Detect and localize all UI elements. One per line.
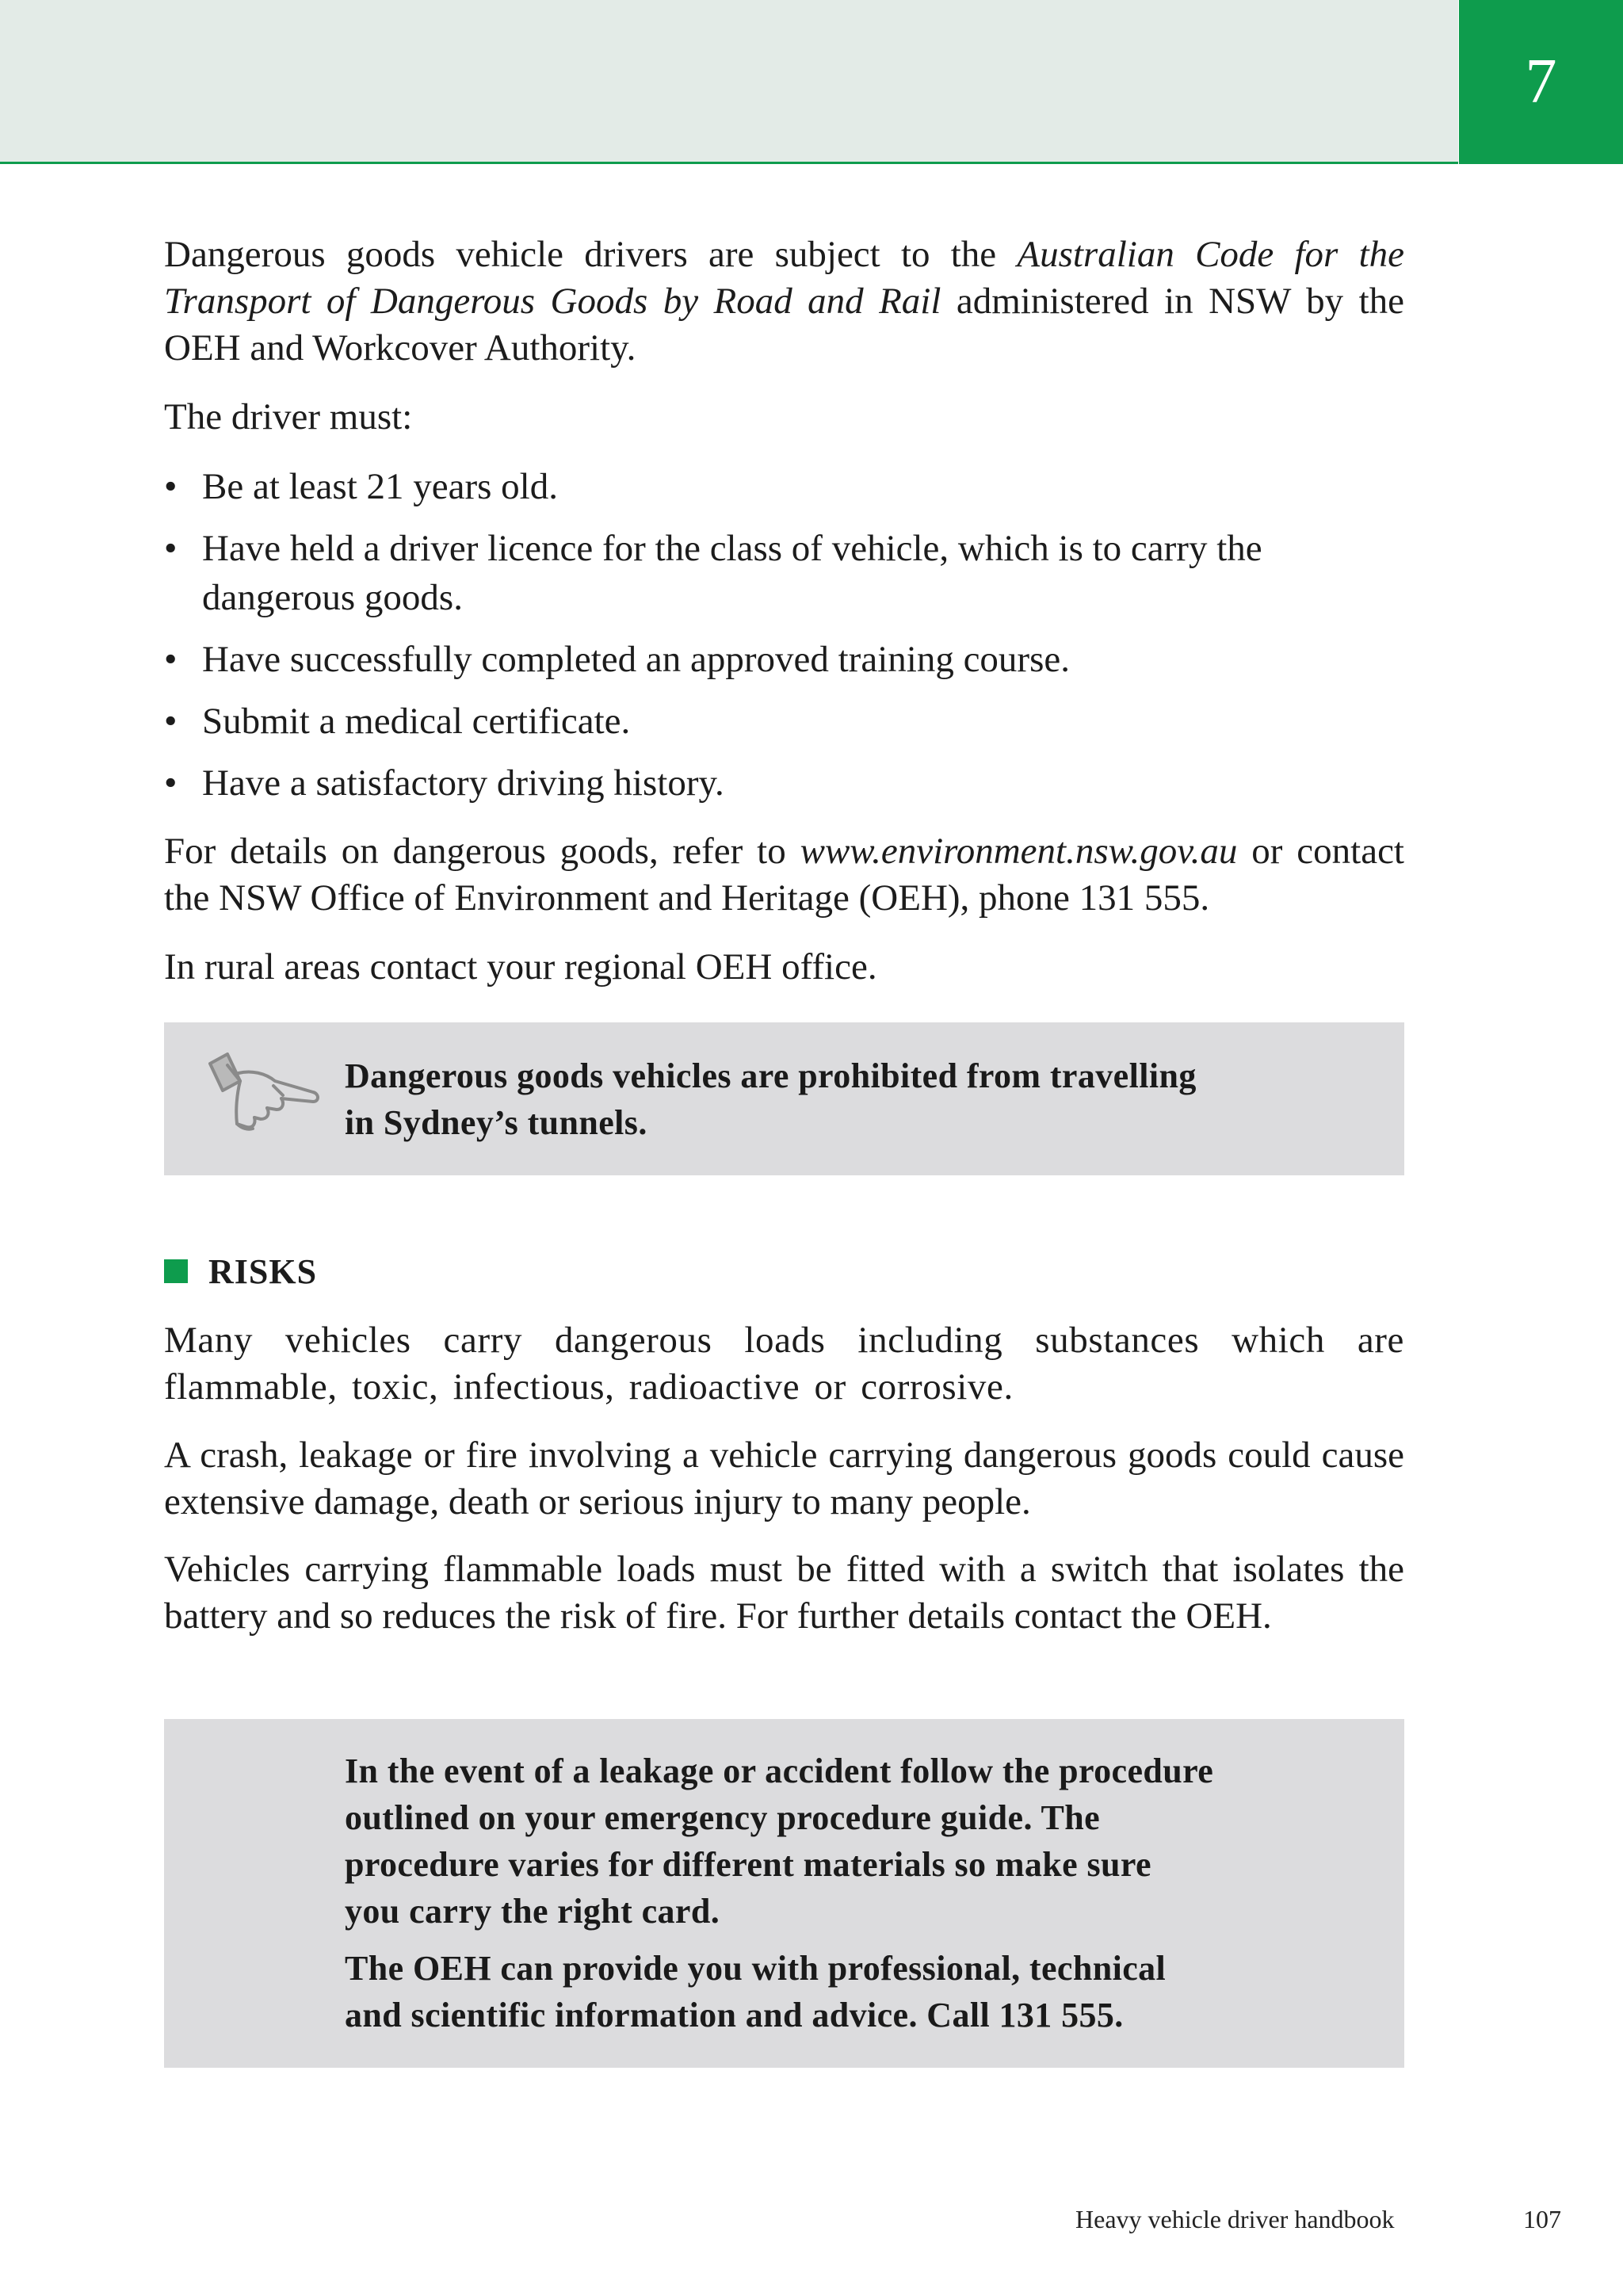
rural-section bbox=[164, 944, 1404, 991]
bullet-icon: • bbox=[164, 639, 178, 680]
risks-paragraph-2: A crash, leakage or fire involving a vehicle carrying dangerous goods could cause extensive damage, death or serious injury to many people. bbox=[164, 1435, 1404, 1522]
emergency-note-line-5: The OEH can provide you with professional, technical bbox=[345, 1949, 1167, 1988]
requirements-list bbox=[164, 462, 1404, 808]
risks-p2-section bbox=[164, 1432, 1404, 1526]
list-item-text: Have held a driver licence for the class of vehicle, which is to carry the dangerous goods. bbox=[202, 528, 1262, 618]
tunnel-note-box bbox=[164, 1022, 1404, 1175]
website-link[interactable]: www.environment.nsw.gov.au bbox=[800, 831, 1238, 872]
green-square-icon bbox=[164, 1259, 188, 1283]
tunnel-note-line-1: Dangerous goods vehicles are prohibited from travelling bbox=[345, 1056, 1197, 1095]
chapter-number: 7 bbox=[1525, 47, 1557, 117]
driver-must-label: The driver must: bbox=[164, 396, 413, 437]
bullet-icon: • bbox=[164, 701, 178, 742]
emergency-note-line-2: outlined on your emergency procedure guide. The bbox=[345, 1798, 1101, 1837]
list-item-text: Submit a medical certificate. bbox=[202, 701, 631, 742]
intro-lead: Dangerous goods vehicle drivers are subject to the bbox=[164, 234, 1018, 275]
bullet-icon: • bbox=[164, 466, 178, 507]
list-item bbox=[164, 635, 1404, 684]
header-band bbox=[0, 0, 1458, 164]
risks-heading-label: RISKS bbox=[208, 1251, 318, 1291]
page-number: 107 bbox=[1523, 2205, 1561, 2233]
emergency-note-line-3: procedure varies for different materials so make sure bbox=[345, 1845, 1151, 1884]
bullet-icon: • bbox=[164, 528, 178, 569]
details-trail: or contact the NSW Office of Environment and Heritage (OEH), phone 131 555. bbox=[164, 831, 1404, 919]
emergency-note-line-4: you carry the right card. bbox=[345, 1892, 720, 1931]
emergency-note-box bbox=[164, 1719, 1404, 2068]
list-item bbox=[164, 524, 1404, 622]
risks-heading bbox=[164, 1252, 317, 1290]
emergency-note-line-6: and scientific information and advice. Call 131 555. bbox=[345, 1996, 1124, 2034]
list-item-text: Be at least 21 years old. bbox=[202, 466, 558, 507]
code-title: Australian Code for the Transport of Dangerous Goods by Road and Rail bbox=[164, 234, 1404, 322]
bullet-icon: • bbox=[164, 762, 178, 804]
risks-p3-section bbox=[164, 1546, 1404, 1640]
driver-must-section bbox=[164, 394, 1404, 441]
footer-title: Heavy vehicle driver handbook bbox=[1075, 2205, 1395, 2233]
tunnel-note-line-2: in Sydney’s tunnels. bbox=[345, 1103, 647, 1142]
emergency-note-line-1: In the event of a leakage or accident follow the procedure bbox=[345, 1752, 1214, 1790]
list-item-text: Have a satisfactory driving history. bbox=[202, 762, 724, 804]
tunnel-note-text bbox=[345, 1052, 1197, 1146]
intro-section bbox=[164, 231, 1404, 372]
intro-trail: administered in NSW by the OEH and Workcover Authority. bbox=[164, 281, 1404, 369]
details-section bbox=[164, 828, 1404, 922]
requirements-section bbox=[164, 462, 1404, 820]
intro-paragraph bbox=[164, 231, 1404, 372]
risks-paragraph-1: Many vehicles carry dangerous loads including substances which are flammable, toxic, infectious, radioactive or corrosive. bbox=[164, 1320, 1404, 1408]
risks-paragraph-3: Vehicles carrying flammable loads must be fitted with a switch that isolates the battery and so reduces the risk of fire. For further details contact the OEH. bbox=[164, 1549, 1404, 1637]
list-item bbox=[164, 758, 1404, 808]
pointing-hand-icon bbox=[204, 1046, 323, 1141]
list-item-text: Have successfully completed an approved training course. bbox=[202, 639, 1070, 680]
details-paragraph bbox=[164, 828, 1404, 922]
details-lead: For details on dangerous goods, refer to bbox=[164, 831, 800, 872]
risks-p1-section bbox=[164, 1317, 1404, 1411]
list-item bbox=[164, 462, 1404, 511]
emergency-note-text bbox=[345, 1748, 1213, 2038]
rural-paragraph: In rural areas contact your regional OEH office. bbox=[164, 946, 877, 988]
list-item bbox=[164, 697, 1404, 746]
chapter-tab bbox=[1459, 0, 1623, 164]
